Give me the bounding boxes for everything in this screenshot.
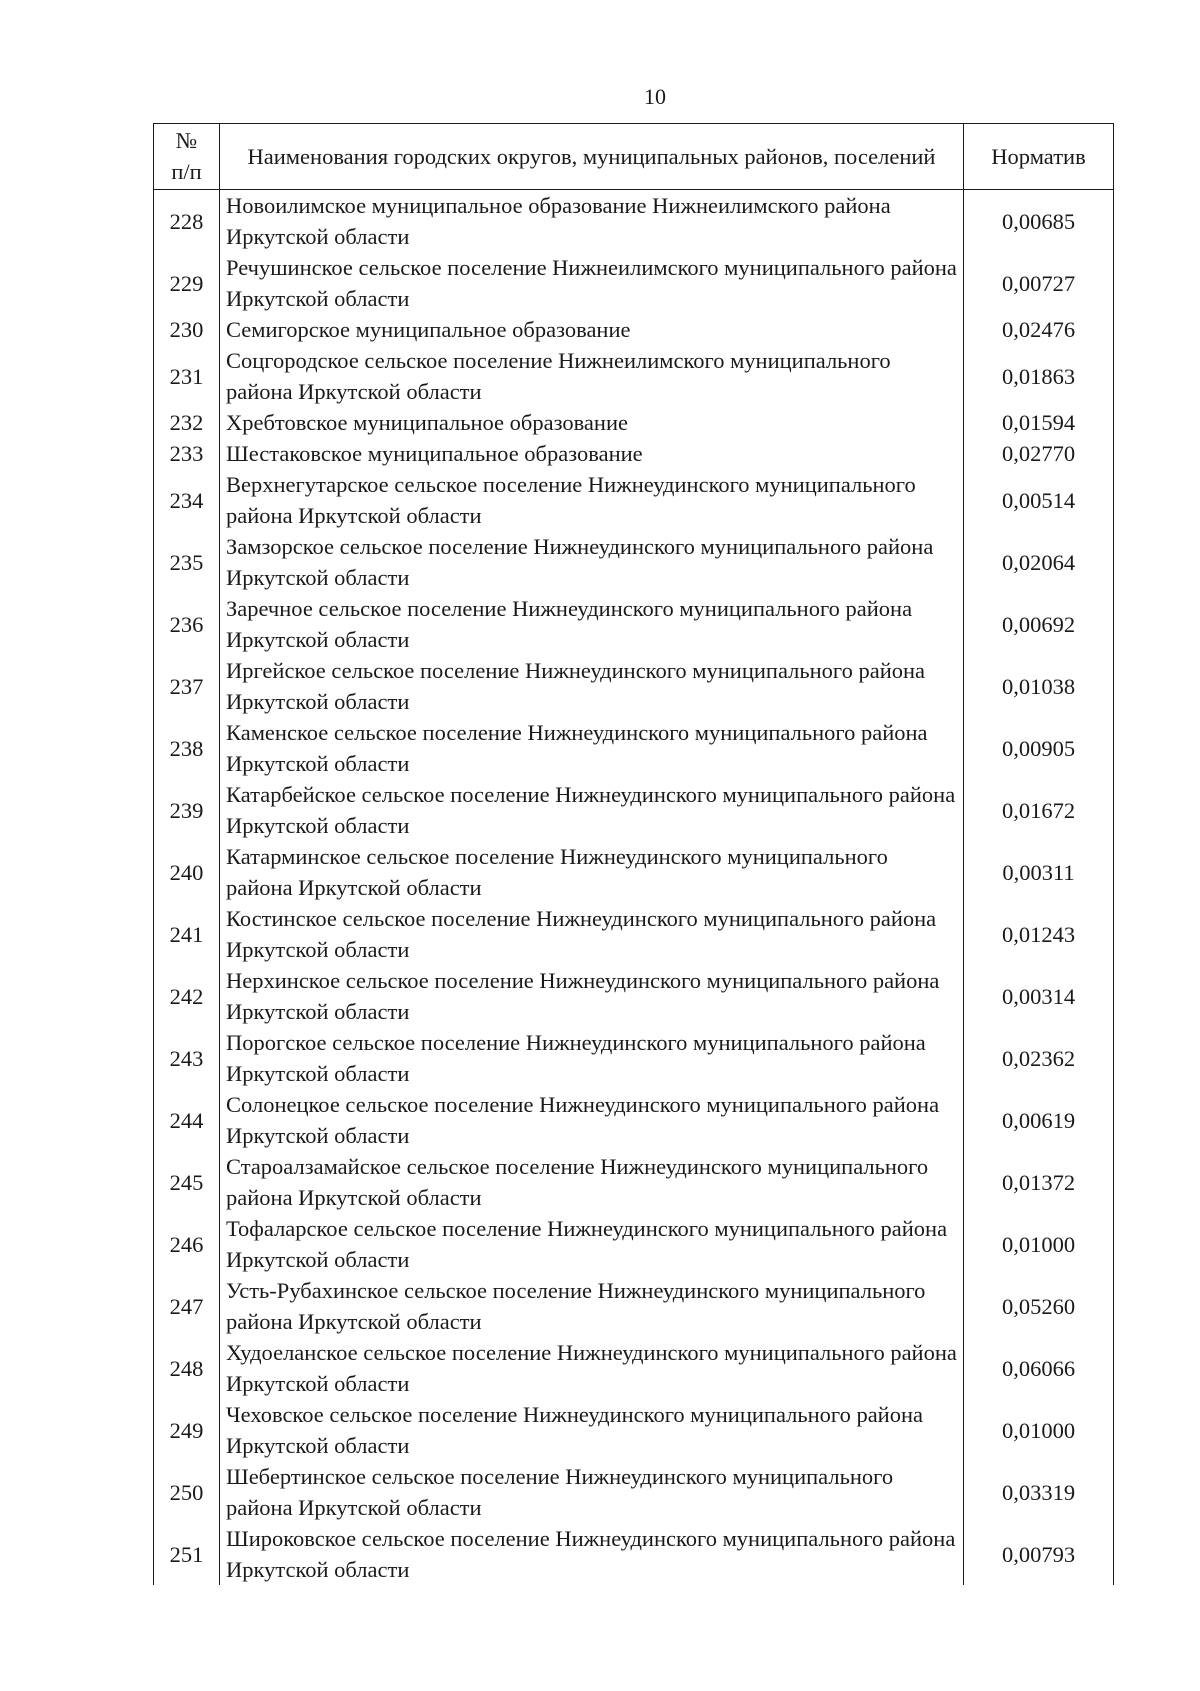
row-number-cell: 249: [154, 1399, 220, 1461]
table-row: [154, 314, 1114, 345]
row-name-cell: Замзорское сельское поселение Нижнеудинского муниципального района Иркутской области: [220, 531, 964, 593]
table-row: [154, 1027, 1114, 1089]
row-name-cell: Катарминское сельское поселение Нижнеудинского муниципального района Иркутской области: [220, 841, 964, 903]
header-row: [154, 124, 1114, 190]
row-number-cell: 233: [154, 438, 220, 469]
table-row: [154, 1337, 1114, 1399]
table-row: [154, 1213, 1114, 1275]
row-number-cell: 232: [154, 407, 220, 438]
table-body: [154, 190, 1114, 1586]
row-name-cell: Шебертинское сельское поселение Нижнеудинского муниципального района Иркутской области: [220, 1461, 964, 1523]
row-name-cell: Катарбейское сельское поселение Нижнеудинского муниципального района Иркутской области: [220, 779, 964, 841]
table-row: [154, 1151, 1114, 1213]
table-row: [154, 190, 1114, 253]
table-row: [154, 903, 1114, 965]
row-value-cell: 0,00619: [964, 1089, 1114, 1151]
table-row: [154, 1523, 1114, 1585]
row-value-cell: 0,06066: [964, 1337, 1114, 1399]
row-value-cell: 0,01672: [964, 779, 1114, 841]
row-number-cell: 230: [154, 314, 220, 345]
header-number: [154, 124, 220, 190]
table-row: [154, 779, 1114, 841]
table-row: [154, 469, 1114, 531]
row-value-cell: 0,00692: [964, 593, 1114, 655]
standards-table: [153, 123, 1114, 1585]
row-number-cell: 239: [154, 779, 220, 841]
row-value-cell: 0,00685: [964, 190, 1114, 253]
table-row: [154, 531, 1114, 593]
header-number-line2: п/п: [171, 159, 202, 184]
row-number-cell: 229: [154, 252, 220, 314]
table-row: [154, 655, 1114, 717]
row-name-cell: Солонецкое сельское поселение Нижнеудинского муниципального района Иркутской области: [220, 1089, 964, 1151]
row-number-cell: 247: [154, 1275, 220, 1337]
table-row: [154, 841, 1114, 903]
page-number: 10: [644, 84, 666, 109]
row-name-cell: Речушинское сельское поселение Нижнеилимского муниципального района Иркутской области: [220, 252, 964, 314]
row-name-cell: Широковское сельское поселение Нижнеудинского муниципального района Иркутской области: [220, 1523, 964, 1585]
table-row: [154, 593, 1114, 655]
row-value-cell: 0,01594: [964, 407, 1114, 438]
row-value-cell: 0,01000: [964, 1399, 1114, 1461]
row-value-cell: 0,00514: [964, 469, 1114, 531]
row-value-cell: 0,01863: [964, 345, 1114, 407]
header-value: Норматив: [964, 124, 1114, 190]
row-number-cell: 236: [154, 593, 220, 655]
row-number-cell: 248: [154, 1337, 220, 1399]
row-name-cell: Каменское сельское поселение Нижнеудинского муниципального района Иркутской области: [220, 717, 964, 779]
row-name-cell: Усть-Рубахинское сельское поселение Нижнеудинского муниципального района Иркутской области: [220, 1275, 964, 1337]
row-name-cell: Чеховское сельское поселение Нижнеудинского муниципального района Иркутской области: [220, 1399, 964, 1461]
row-value-cell: 0,02770: [964, 438, 1114, 469]
row-number-cell: 244: [154, 1089, 220, 1151]
row-value-cell: 0,01243: [964, 903, 1114, 965]
row-name-cell: Нерхинское сельское поселение Нижнеудинского муниципального района Иркутской области: [220, 965, 964, 1027]
row-number-cell: 245: [154, 1151, 220, 1213]
row-value-cell: 0,05260: [964, 1275, 1114, 1337]
row-value-cell: 0,00793: [964, 1523, 1114, 1585]
table-row: [154, 1089, 1114, 1151]
row-value-cell: 0,02476: [964, 314, 1114, 345]
row-value-cell: 0,00727: [964, 252, 1114, 314]
row-value-cell: 0,02064: [964, 531, 1114, 593]
row-name-cell: Семигорское муниципальное образование: [220, 314, 964, 345]
table-row: [154, 407, 1114, 438]
row-name-cell: Соцгородское сельское поселение Нижнеилимского муниципального района Иркутской области: [220, 345, 964, 407]
row-number-cell: 237: [154, 655, 220, 717]
table-row: [154, 965, 1114, 1027]
row-name-cell: Хребтовское муниципальное образование: [220, 407, 964, 438]
row-number-cell: 235: [154, 531, 220, 593]
row-value-cell: 0,00314: [964, 965, 1114, 1027]
row-value-cell: 0,01000: [964, 1213, 1114, 1275]
row-number-cell: 250: [154, 1461, 220, 1523]
row-name-cell: Иргейское сельское поселение Нижнеудинского муниципального района Иркутской области: [220, 655, 964, 717]
row-number-cell: 238: [154, 717, 220, 779]
header-number-line1: №: [175, 128, 198, 153]
row-number-cell: 243: [154, 1027, 220, 1089]
row-value-cell: 0,00905: [964, 717, 1114, 779]
table-row: [154, 345, 1114, 407]
row-value-cell: 0,01372: [964, 1151, 1114, 1213]
table-row: [154, 1461, 1114, 1523]
table-row: [154, 438, 1114, 469]
row-number-cell: 240: [154, 841, 220, 903]
row-number-cell: 242: [154, 965, 220, 1027]
row-name-cell: Тофаларское сельское поселение Нижнеудинского муниципального района Иркутской области: [220, 1213, 964, 1275]
row-number-cell: 251: [154, 1523, 220, 1585]
row-number-cell: 234: [154, 469, 220, 531]
row-name-cell: Верхнегутарское сельское поселение Нижнеудинского муниципального района Иркутской области: [220, 469, 964, 531]
row-value-cell: 0,03319: [964, 1461, 1114, 1523]
row-value-cell: 0,00311: [964, 841, 1114, 903]
row-value-cell: 0,02362: [964, 1027, 1114, 1089]
table-header: [154, 124, 1114, 190]
row-value-cell: 0,01038: [964, 655, 1114, 717]
row-number-cell: 246: [154, 1213, 220, 1275]
row-number-cell: 241: [154, 903, 220, 965]
table-row: [154, 1399, 1114, 1461]
table-row: [154, 1275, 1114, 1337]
row-name-cell: Новоилимское муниципальное образование Нижнеилимского района Иркутской области: [220, 190, 964, 253]
row-name-cell: Шестаковское муниципальное образование: [220, 438, 964, 469]
row-name-cell: Порогское сельское поселение Нижнеудинского муниципального района Иркутской области: [220, 1027, 964, 1089]
table-row: [154, 252, 1114, 314]
row-number-cell: 228: [154, 190, 220, 253]
row-name-cell: Костинское сельское поселение Нижнеудинского муниципального района Иркутской области: [220, 903, 964, 965]
row-name-cell: Худоеланское сельское поселение Нижнеудинского муниципального района Иркутской области: [220, 1337, 964, 1399]
row-name-cell: Заречное сельское поселение Нижнеудинского муниципального района Иркутской области: [220, 593, 964, 655]
table-row: [154, 717, 1114, 779]
header-name: Наименования городских округов, муниципальных районов, поселений: [220, 124, 964, 190]
row-name-cell: Староалзамайское сельское поселение Нижнеудинского муниципального района Иркутской области: [220, 1151, 964, 1213]
row-number-cell: 231: [154, 345, 220, 407]
